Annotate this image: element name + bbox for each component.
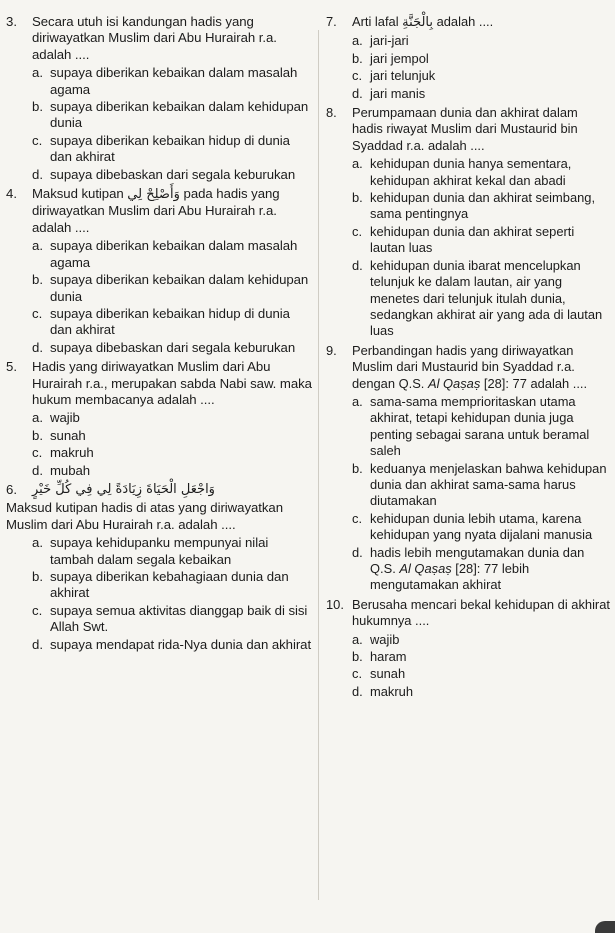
- option-b[interactable]: b. kehidupan dunia dan akhirat seimbang, sama pentingnya: [352, 190, 596, 222]
- question-stem: Secara utuh isi kandungan hadis yang diriwayatkan Muslim dari Abu Hurairah r.a. adalah ....: [32, 14, 277, 62]
- question-stem: Berusaha mencari bekal kehidupan di akhirat hukumnya ....: [352, 596, 610, 629]
- left-column: [6, 14, 314, 656]
- question-9: [326, 343, 610, 594]
- question-number: 5.: [6, 359, 17, 375]
- question-4: [6, 186, 314, 356]
- question-stem: Perumpamaan dunia dan akhirat dalam hadis riwayat Muslim dari Mustaurid bin Syaddad r.a. adalah ....: [352, 105, 578, 153]
- option-d[interactable]: d. kehidupan dunia ibarat mencelupkan telunjuk ke dalam lautan, air yang menetes dari telunjuk itulah dunia, sedangkan akhirat air yang ada di lautan luas: [352, 257, 603, 339]
- option-b[interactable]: b. supaya diberikan kebaikan dalam kehidupan dunia: [32, 99, 309, 131]
- option-c[interactable]: c. supaya diberikan kebaikan hidup di dunia dan akhirat: [32, 305, 290, 338]
- question-number: 4.: [6, 186, 17, 202]
- option-c[interactable]: c. kehidupan dunia lebih utama, karena kehidupan yang nyata dijalani manusia: [352, 510, 593, 543]
- question-8: [326, 105, 610, 340]
- question-number: 3.: [6, 14, 17, 29]
- option-a[interactable]: a. wajib: [352, 631, 400, 647]
- option-c[interactable]: c. kehidupan dunia dan akhirat seperti lautan luas: [352, 223, 575, 256]
- question-stem: Maksud kutipan hadis di atas yang diriwayatkan Muslim dari Abu Hurairah r.a. adalah ....: [6, 500, 283, 532]
- option-a[interactable]: a. supaya diberikan kebaikan dalam masalah agama: [32, 238, 298, 270]
- option-d[interactable]: d. supaya dibebaskan dari segala keburukan: [32, 166, 296, 182]
- option-b[interactable]: b. jari jempol: [352, 50, 429, 66]
- option-b[interactable]: b. keduanya menjelaskan bahwa kehidupan dunia dan akhirat sama-sama harus diutamakan: [352, 460, 607, 509]
- right-column: [326, 14, 610, 703]
- question-number: 10.: [326, 596, 344, 612]
- option-a[interactable]: a. sama-sama memprioritaskan utama akhirat, tetapi kehidupan dunia juga penting sebagai sarana untuk beramal saleh: [352, 393, 590, 459]
- option-d[interactable]: d. makruh: [352, 683, 413, 699]
- option-c[interactable]: c. sunah: [352, 666, 406, 682]
- question-number: 9.: [326, 342, 337, 358]
- question-stem: Perbandingan hadis yang diriwayatkan Muslim dari Mustaurid bin Syaddad r.a. dengan Q.S. Al Qaṣaṣ [28]: 77 adalah ....: [352, 342, 588, 391]
- option-b[interactable]: b. supaya diberikan kebaikan dalam kehidupan dunia: [32, 272, 309, 304]
- option-c[interactable]: c. supaya diberikan kebaikan hidup di dunia dan akhirat: [32, 132, 290, 165]
- question-number: 7.: [326, 14, 337, 29]
- question-10: [326, 597, 610, 700]
- question-number: 6.: [6, 481, 17, 497]
- option-d[interactable]: d. supaya dibebaskan dari segala keburukan: [32, 339, 296, 355]
- option-c[interactable]: c. jari telunjuk: [352, 68, 436, 84]
- option-a[interactable]: a. supaya kehidupanku mempunyai nilai tambah dalam segala kebaikan: [32, 535, 269, 567]
- option-a[interactable]: a. supaya diberikan kebaikan dalam masalah agama: [32, 65, 298, 97]
- question-stem: Hadis yang diriwayatkan Muslim dari Abu Hurairah r.a., merupakan sabda Nabi saw. maka hukum membacanya adalah ....: [32, 359, 312, 407]
- question-5: [6, 359, 314, 479]
- option-c[interactable]: c. supaya semua aktivitas dianggap baik di sisi Allah Swt.: [32, 602, 308, 635]
- question-3: [6, 14, 314, 183]
- option-b[interactable]: b. sunah: [32, 427, 86, 443]
- question-stem: Maksud kutipan وَأَصْلِحْ لِي pada hadis yang diriwayatkan Muslim dari Abu Hurairah r.a. adalah ....: [32, 186, 280, 235]
- arabic-quote: وَأَصْلِحْ لِي: [127, 187, 180, 203]
- option-d[interactable]: d. mubah: [32, 462, 91, 478]
- option-a[interactable]: a. jari-jari: [352, 33, 409, 49]
- option-a[interactable]: a. wajib: [32, 410, 80, 426]
- question-number: 8.: [326, 105, 337, 121]
- option-d[interactable]: d. supaya mendapat rida-Nya dunia dan akhirat: [32, 636, 312, 652]
- question-stem: Arti lafal بِالْجَنَّةِ adalah ....: [352, 14, 494, 30]
- option-d[interactable]: d. hadis lebih mengutamakan dunia dan Q.S. Al Qaṣaṣ [28]: 77 lebih mengutamakan akhirat: [352, 544, 585, 593]
- option-b[interactable]: b. haram: [352, 649, 407, 665]
- arabic-word: بِالْجَنَّةِ: [402, 15, 433, 30]
- question-6: [6, 482, 314, 653]
- page-corner-mark: [595, 921, 615, 933]
- option-d[interactable]: d. jari manis: [352, 85, 426, 101]
- column-divider: [318, 30, 319, 900]
- arabic-quote: وَاجْعَلِ الْحَيَاةَ زِيَادَةً لِي فِي كُلِّ خَيْرٍ: [32, 481, 215, 497]
- option-b[interactable]: b. supaya diberikan kebahagiaan dunia dan akhirat: [32, 569, 289, 601]
- option-c[interactable]: c. makruh: [32, 445, 94, 461]
- question-7: [326, 14, 610, 102]
- option-a[interactable]: a. kehidupan dunia hanya sementara, kehidupan akhirat kekal dan abadi: [352, 156, 572, 188]
